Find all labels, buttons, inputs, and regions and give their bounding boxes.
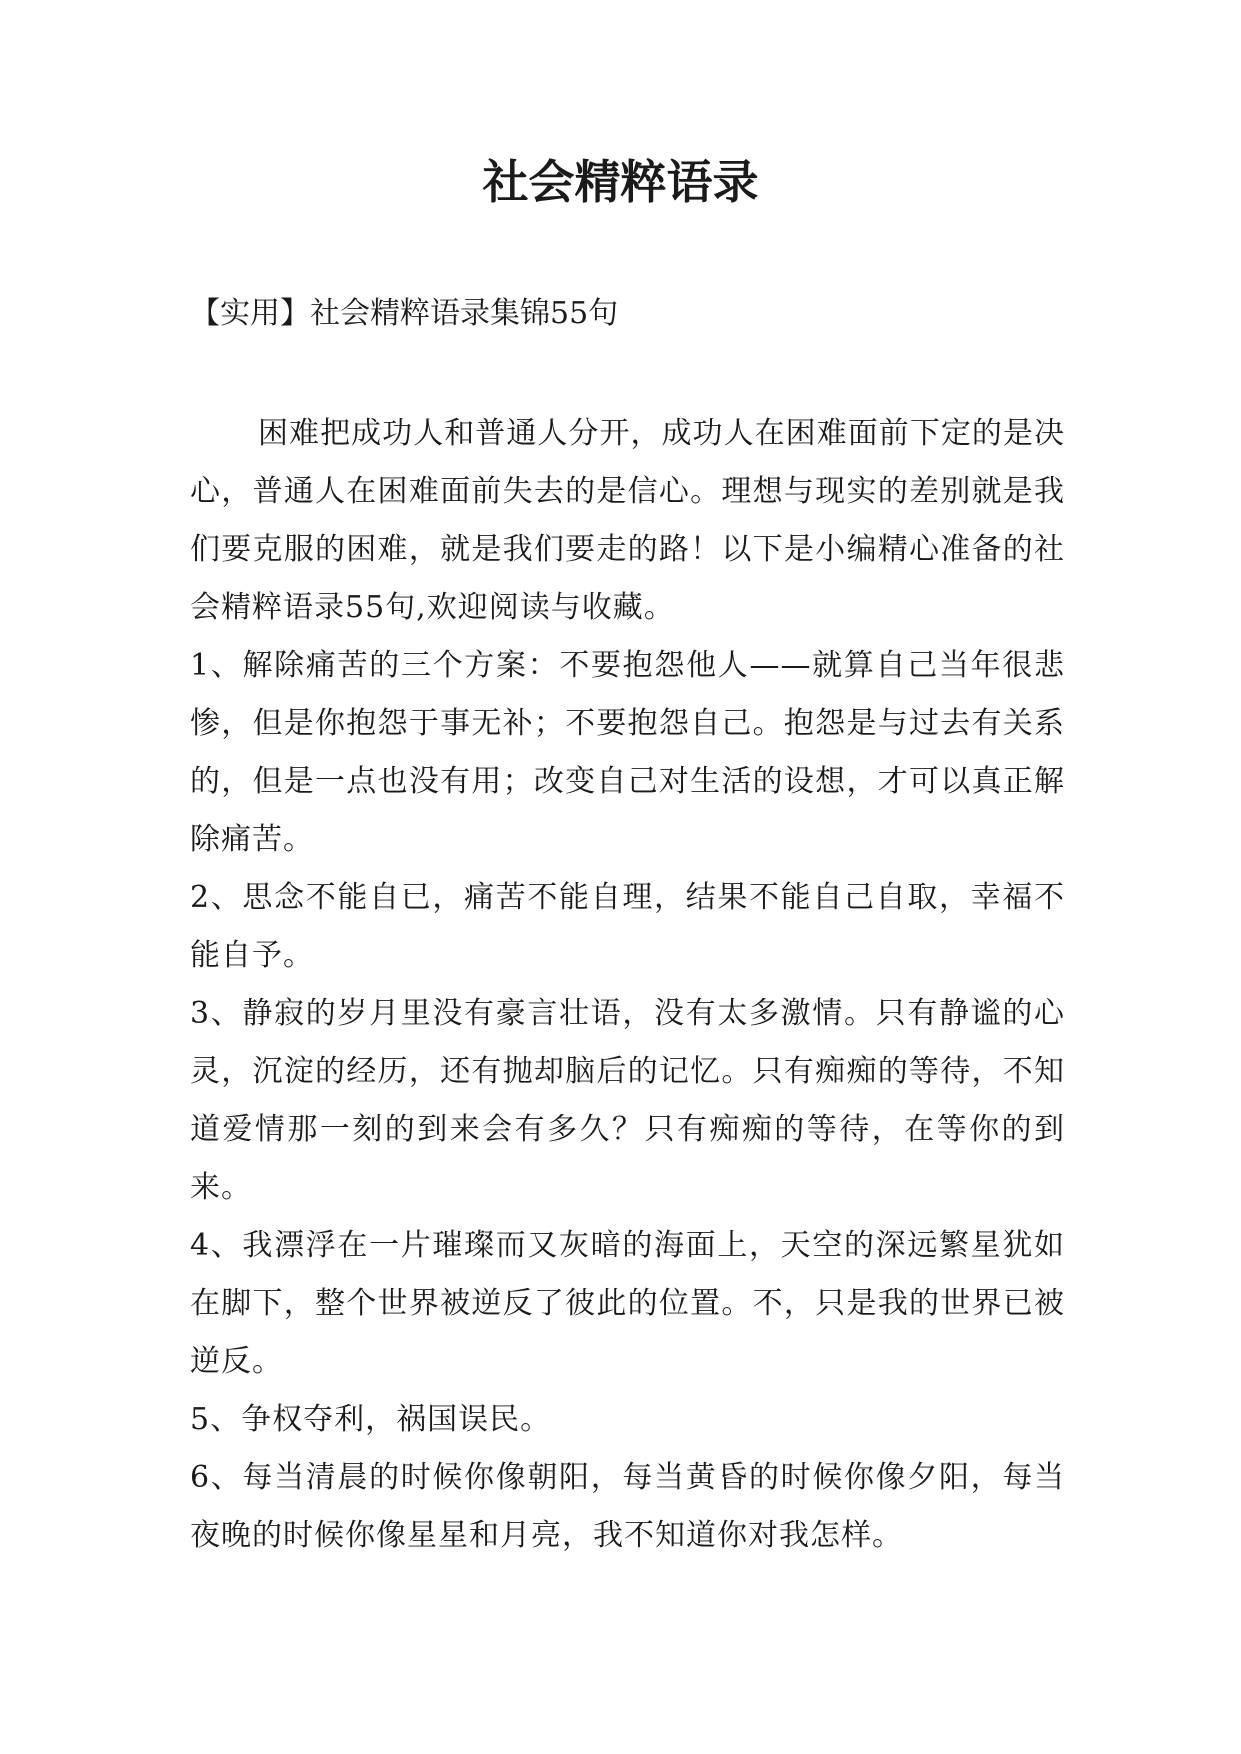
quote-item-4: 4、我漂浮在一片璀璨而又灰暗的海面上，天空的深远繁星犹如在脚下，整个世界被逆反了彼此的位置。不，只是我的世界已被逆反。 — [190, 1228, 1065, 1379]
document-body — [190, 405, 1065, 1565]
intro-paragraph: 困难把成功人和普通人分开，成功人在困难面前下定的是决心，普通人在困难面前失去的是信心。理想与现实的差别就是我们要克服的困难，就是我们要走的路！以下是小编精心准备的社会精粹语录55句,欢迎阅读与收藏。 — [190, 416, 1065, 625]
quote-item-3: 3、静寂的岁月里没有豪言壮语，没有太多激情。只有静谧的心灵，沉淀的经历，还有抛却脑后的记忆。只有痴痴的等待，不知道爱情那一刻的到来会有多久？只有痴痴的等待，在等你的到来。 — [190, 996, 1065, 1205]
quote-item-6: 6、每当清晨的时候你像朝阳，每当黄昏的时候你像夕阳，每当夜晚的时候你像星星和月亮，我不知道你对我怎样。 — [190, 1460, 1065, 1553]
quote-item-2: 2、思念不能自已，痛苦不能自理，结果不能自己自取，幸福不能自予。 — [190, 880, 1065, 973]
document-title: 社会精粹语录 — [482, 155, 759, 209]
document-subtitle: 【实用】社会精粹语录集锦55句 — [190, 296, 619, 331]
quote-item-5: 5、争权夺利，祸国误民。 — [190, 1402, 552, 1437]
quote-item-1: 1、解除痛苦的三个方案：不要抱怨他人——就算自己当年很悲惨，但是你抱怨于事无补；不要抱怨自己。抱怨是与过去有关系的，但是一点也没有用；改变自己对生活的设想，才可以真正解除痛苦。 — [190, 648, 1065, 857]
